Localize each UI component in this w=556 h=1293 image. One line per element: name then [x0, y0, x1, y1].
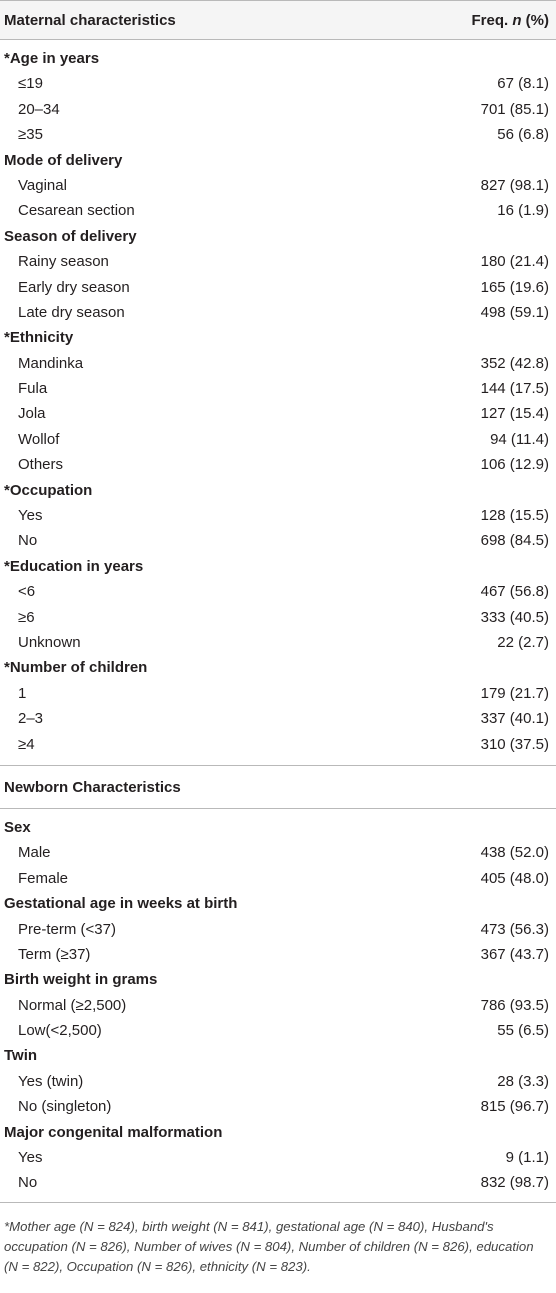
row-frequency: 438 (52.0) — [480, 844, 549, 862]
row-label: Unknown — [18, 633, 81, 651]
row-frequency: 144 (17.5) — [480, 380, 549, 398]
group-title: Twin — [4, 1047, 38, 1065]
group-heading — [0, 815, 556, 840]
header-freq-prefix: Freq. — [471, 12, 513, 29]
table-row — [0, 630, 556, 655]
row-label: Vaginal — [18, 176, 67, 194]
row-label: Yes (twin) — [18, 1072, 84, 1090]
row-label: Others — [18, 456, 64, 474]
table-row — [0, 351, 556, 376]
table-row — [0, 401, 556, 426]
row-frequency: 467 (56.8) — [480, 583, 549, 601]
table-row — [0, 275, 556, 300]
group-title: *Ethnicity — [4, 329, 74, 347]
row-label: Early dry season — [18, 278, 130, 296]
header-characteristics: Maternal characteristics — [4, 12, 176, 29]
row-frequency: 333 (40.5) — [480, 608, 549, 626]
row-frequency: 815 (96.7) — [480, 1098, 549, 1116]
row-frequency: 67 (8.1) — [497, 75, 549, 93]
row-frequency: 9 (1.1) — [505, 1149, 549, 1167]
group-title: Season of delivery — [4, 227, 137, 245]
table-row — [0, 942, 556, 967]
row-frequency: 832 (98.7) — [480, 1174, 549, 1192]
table-row — [0, 579, 556, 604]
row-label: No — [18, 1174, 38, 1192]
table-row — [0, 300, 556, 325]
group-heading — [0, 224, 556, 249]
group-title: Gestational age in weeks at birth — [4, 895, 238, 913]
row-frequency: 56 (6.8) — [497, 126, 549, 144]
row-label: Term (≥37) — [18, 945, 91, 963]
newborn-section — [0, 815, 556, 1196]
table-row — [0, 706, 556, 731]
row-frequency: 127 (15.4) — [480, 405, 549, 423]
row-frequency: 179 (21.7) — [480, 684, 549, 702]
group-title: *Number of children — [4, 659, 148, 677]
row-label: 2–3 — [18, 710, 44, 728]
row-label: ≥6 — [18, 608, 35, 626]
group-title: *Occupation — [4, 481, 93, 499]
table-row — [0, 376, 556, 401]
header-frequency — [471, 1, 549, 41]
table-row — [0, 1145, 556, 1170]
row-label: Female — [18, 869, 69, 887]
newborn-section-title: Newborn Characteristics — [4, 778, 181, 796]
table-row — [0, 1069, 556, 1094]
group-title: Major congenital malformation — [4, 1123, 223, 1141]
table-row — [0, 1018, 556, 1043]
row-label: Jola — [18, 405, 46, 423]
row-label: 1 — [18, 684, 27, 702]
row-frequency: 22 (2.7) — [497, 633, 549, 651]
row-frequency: 827 (98.1) — [480, 176, 549, 194]
group-title: Mode of delivery — [4, 151, 123, 169]
table-row — [0, 1094, 556, 1119]
row-frequency: 498 (59.1) — [480, 303, 549, 321]
table-row — [0, 840, 556, 865]
table-row — [0, 452, 556, 477]
row-label: Wollof — [18, 430, 60, 448]
table-row — [0, 71, 556, 96]
table-row — [0, 503, 556, 528]
row-label: Cesarean section — [18, 202, 135, 220]
group-heading — [0, 554, 556, 579]
table-row — [0, 1170, 556, 1195]
row-label: <6 — [18, 583, 36, 601]
row-frequency: 698 (84.5) — [480, 532, 549, 550]
group-heading — [0, 967, 556, 992]
newborn-section-header — [0, 765, 556, 809]
maternal-section — [0, 46, 556, 757]
row-label: No — [18, 532, 38, 550]
table-row — [0, 993, 556, 1018]
row-label: Pre-term (<37) — [18, 920, 116, 938]
row-frequency: 786 (93.5) — [480, 996, 549, 1014]
row-label: Rainy season — [18, 253, 109, 271]
row-label: Male — [18, 844, 51, 862]
row-frequency: 94 (11.4) — [490, 430, 549, 448]
header-freq-n: n — [512, 12, 522, 29]
row-label: ≤19 — [18, 75, 43, 93]
row-frequency: 55 (6.5) — [497, 1022, 549, 1040]
table-footnote: *Mother age (N = 824), birth weight (N = 841), gestational age (N = 840), Husband's occupation (N = 826), Number of wives (N = 804), Number of children (N = 826), education (N = 822), Occupation (N = 826), ethnicity (N = 823). — [4, 1218, 534, 1274]
table-row — [0, 122, 556, 147]
row-label: Yes — [18, 507, 43, 525]
row-frequency: 106 (12.9) — [480, 456, 549, 474]
row-frequency: 310 (37.5) — [480, 735, 549, 753]
row-label: No (singleton) — [18, 1098, 112, 1116]
row-label: Normal (≥2,500) — [18, 996, 127, 1014]
row-label: Late dry season — [18, 303, 125, 321]
group-heading — [0, 478, 556, 503]
table-header — [0, 0, 556, 40]
row-frequency: 473 (56.3) — [480, 920, 549, 938]
row-label: Fula — [18, 380, 48, 398]
group-heading — [0, 1043, 556, 1068]
group-title: *Education in years — [4, 557, 144, 575]
row-frequency: 367 (43.7) — [480, 945, 549, 963]
table-row — [0, 528, 556, 553]
row-frequency: 352 (42.8) — [480, 354, 549, 372]
row-frequency: 180 (21.4) — [480, 253, 549, 271]
row-frequency: 701 (85.1) — [480, 100, 549, 118]
row-label: 20–34 — [18, 100, 60, 118]
row-frequency: 165 (19.6) — [480, 278, 549, 296]
table-row — [0, 427, 556, 452]
row-label: Low(<2,500) — [18, 1022, 102, 1040]
group-heading — [0, 655, 556, 680]
row-label: ≥35 — [18, 126, 43, 144]
group-heading — [0, 148, 556, 173]
group-heading — [0, 1120, 556, 1145]
table-row — [0, 866, 556, 891]
group-heading — [0, 325, 556, 350]
header-freq-suffix: (%) — [521, 12, 549, 29]
row-label: ≥4 — [18, 735, 35, 753]
table-row — [0, 605, 556, 630]
row-frequency: 128 (15.5) — [480, 507, 549, 525]
table-row — [0, 681, 556, 706]
row-frequency: 337 (40.1) — [480, 710, 549, 728]
table-row — [0, 732, 556, 757]
group-heading — [0, 891, 556, 916]
group-title: *Age in years — [4, 50, 100, 67]
table-row — [0, 198, 556, 223]
row-frequency: 16 (1.9) — [497, 202, 549, 220]
group-heading — [0, 46, 556, 71]
row-label: Yes — [18, 1149, 43, 1167]
table-row — [0, 249, 556, 274]
row-label: Mandinka — [18, 354, 84, 372]
group-title: Sex — [4, 818, 31, 836]
row-frequency: 405 (48.0) — [480, 869, 549, 887]
table-row — [0, 917, 556, 942]
table-row — [0, 97, 556, 122]
group-title: Birth weight in grams — [4, 971, 158, 989]
row-frequency: 28 (3.3) — [497, 1072, 549, 1090]
table-row — [0, 173, 556, 198]
